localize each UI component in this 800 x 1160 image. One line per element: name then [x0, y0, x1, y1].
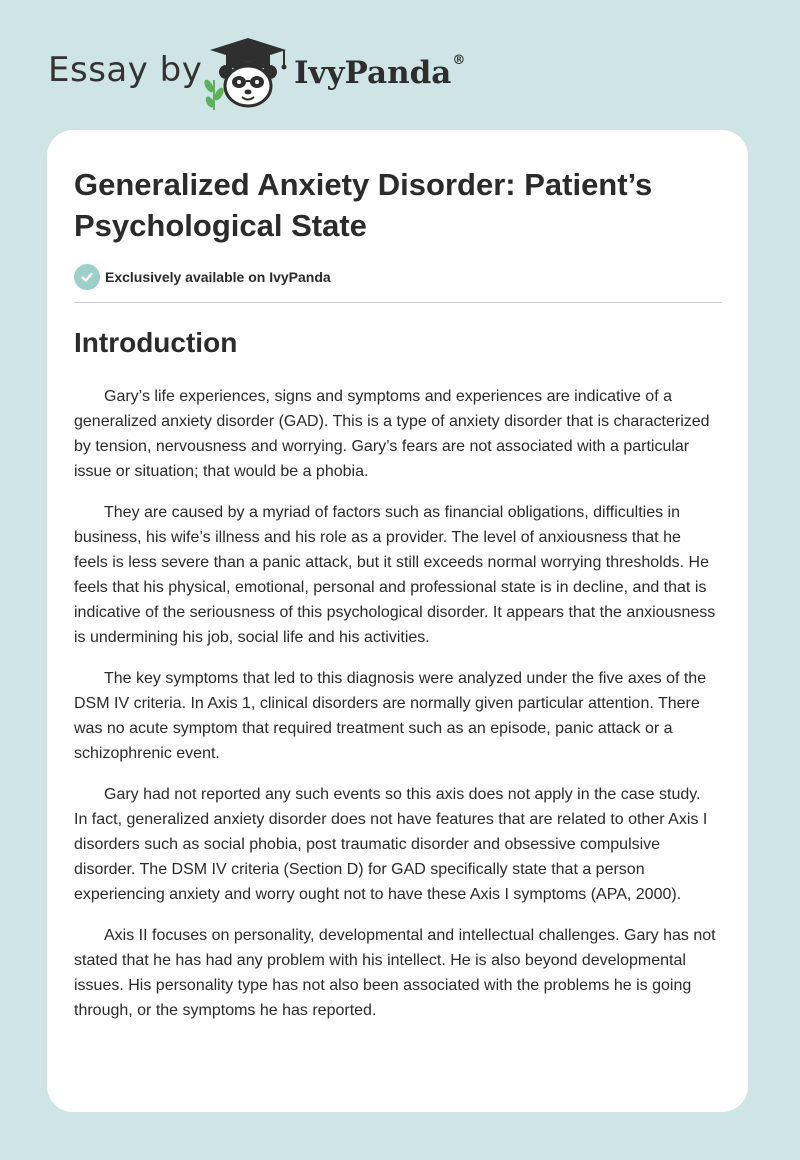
- divider: [74, 302, 722, 303]
- registered-mark: ®: [452, 53, 466, 68]
- exclusive-badge: [74, 264, 331, 290]
- article-body: [74, 384, 718, 1039]
- brand-name-text: IvyPanda: [294, 55, 452, 91]
- paragraph: Axis II focuses on personality, developmental and intellectual challenges. Gary has not stated that he has had any problem with his intellect. He is also beyond developmental issues. His personality type has not also been associated with the problems he is going through, or the symptoms he has reported.: [74, 927, 716, 1019]
- section-heading-introduction: Introduction: [74, 327, 238, 358]
- brand-name[interactable]: [294, 55, 465, 91]
- paragraph: Gary’s life experiences, signs and symptoms and experiences are indicative of a generalized anxiety disorder (GAD). This is a type of anxiety disorder that is characterized by tension, nervousness and worrying. Gary’s fears are not associated with a particular issue or situation; that would be a phobia.: [74, 388, 710, 480]
- article-card: [47, 130, 748, 1112]
- site-header: [48, 36, 548, 116]
- page-title: Generalized Anxiety Disorder: Patient’s Psychological State: [74, 167, 653, 243]
- paragraph: Gary had not reported any such events so this axis does not apply in the case study. In fact, generalized anxiety disorder does not have features that are related to other Axis I disorders such as social phobia, post traumatic disorder and obsessive compulsive disorder. The DSM IV criteria (Section D) for GAD specifically state that a person experiencing anxiety and worry ought not to have these Axis I symptoms (APA, 2000).: [74, 786, 708, 903]
- checkmark-icon: [74, 264, 100, 290]
- essay-by-label: Essay by: [48, 50, 203, 90]
- paragraph: They are caused by a myriad of factors such as financial obligations, difficulties in business, his wife’s illness and his role as a provider. The level of anxiousness that he feels is less severe than a panic attack, but it still exceeds normal worrying thresholds. He feels that his physical, emotional, personal and professional state is in decline, and that is indicative of the seriousness of this psychological disorder. It appears that the anxiousness is undermining his job, social life and his activities.: [74, 504, 716, 646]
- exclusive-badge-label: Exclusively available on IvyPanda: [105, 269, 331, 285]
- paragraph: The key symptoms that led to this diagnosis were analyzed under the five axes of the DSM IV criteria. In Axis 1, clinical disorders are normally given particular attention. There was no acute symptom that required treatment such as an episode, panic attack or a schizophrenic event.: [74, 670, 707, 762]
- panda-logo-icon[interactable]: [202, 36, 294, 112]
